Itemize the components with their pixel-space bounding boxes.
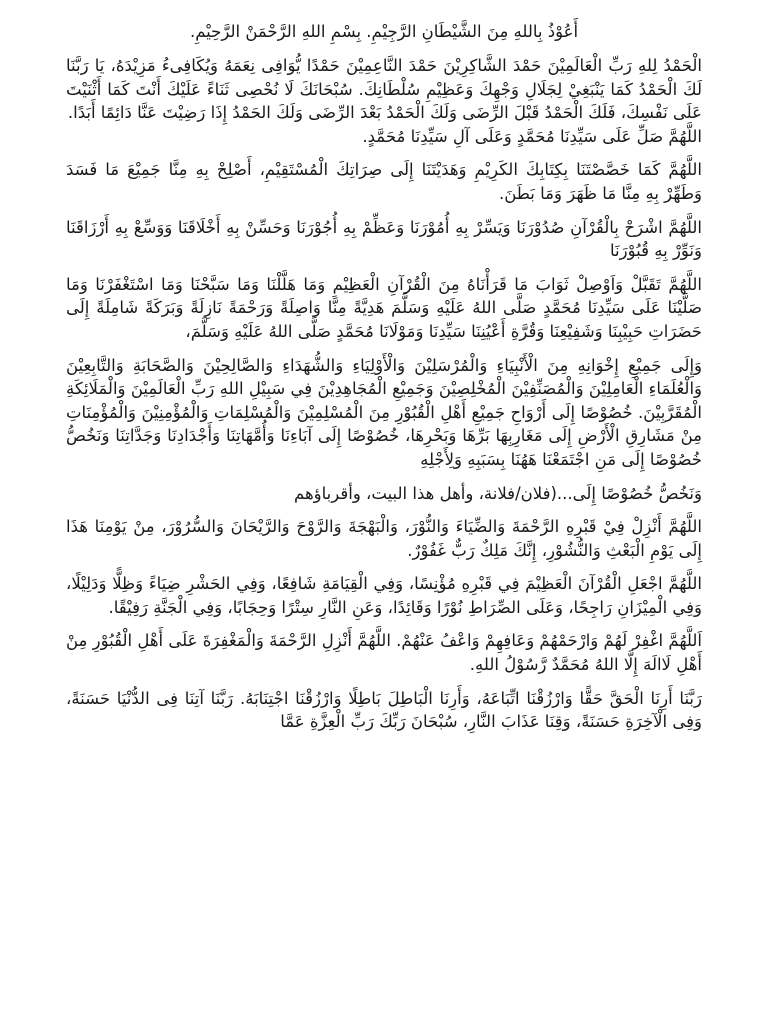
paragraph-forgiveness: اَللَّهُمَّ اغْفِرْ لَهُمْ وَارْحَمْهُمْ وَعَافِهِمْ وَاعْفُ عَنْهُمْ. اللَّهُمَّ أَنْزِلِ الرَّحْمَةَ وَالْمَغْفِرَةَ عَلَى أَهْلِ الْقُبُوْرِ مِنْ أَهْلِ لَاالَهَ إِلَّا اللهُ مُحَمَّدٌ رَّسُوْلُ اللهِ. xyxy=(66,631,702,675)
paragraph-brothers-prophets: وَإِلَى جَمِيْعِ إِخْوَانِهِ مِنَ الْأَنْبِيَاءِ وَالْمُرْسَلِيْنَ وَالْأَوْلِيَاءِ وَالشُّهَدَاءِ وَالصَّالِحِيْنَ وَالصَّحَابَةِ وَالتَّابِعِيْنَ وَالْعُلَمَاءِ الْعَامِلِيْنَ وَالْمُصَنِّفِيْنَ الْمُخْلِصِيْنَ وَجَمِيْعِ الْمُجَاهِدِيْنَ فِي سَبِيْلِ اللهِ رَبِّ الْعَالَمِيْنَ وَالْمَلَائِكَةِ الْمُقَرَّبِيْنَ. خُصُوْصًا إِلَى أَرْوَاحِ جَمِيْعِ أَهْلِ الْقُبُوْرِ مِنَ الْمُسْلِمِيْنَ وَالْمُسْلِمَاتِ وَالْمُؤْمِنِيْنَ وَالْمُؤْمِنَاتِ مِنْ مَشَارِقِ الْأَرْضِ إِلَى مَغَارِبِهَا بَرِّهَا وَبَحْرِهَا، خُصُوْصًا إِلَى آبَاءِنَا وَأُمَّهَاتِنَا وَأَجْدَادِنَا وَجَدَّاتِنَا وَنَخُصُّ خُصُوْصًا إِلَى مَنِ اجْتَمَعْنَا هَهُنَا بِسَبَبِهِ وَلِأَجْلِهِ xyxy=(66,355,702,469)
paragraph-praise: الْحَمْدُ لِلهِ رَبِّ الْعَالَمِيْنَ حَمْدَ الشَّاكِرِيْنَ حَمْدَ النَّاعِمِيْنَ حَمْدًا يُّوَافِى نِعَمَهُ وَيُكَافِىءُ مَزِيْدَهُ، يَا رَبَّنَا لَكَ الْحَمْدُ كَمَا يَنْبَغِيْ لِجَلَالِ وَجْهِكَ وَعَظِيْمِ سُلْطَانِكَ. سُبْحَانَكَ لَا نُحْصِى ثَنَاءً عَلَيْكَ أَنْتَ كَمَا أَثْنَيْتَ عَلَى نَفْسِكَ، فَلَكَ الْحَمْدُ قَبْلَ الرِّضَى وَلَكَ الْحَمْدُ بَعْدَ الرِّضَى وَلَكَ الحَمْدُ إِذَا رَضِيْتَ عَنَّا دَائِمًا أَبَدًا. اللَّهُمَّ صَلِّ عَلَى سَيِّدِنَا مُحَمَّدٍ وَعَلَى آلِ سَيِّدِنَا مُحَمَّدٍ. xyxy=(66,56,702,146)
paragraph-quran-chest: اللَّهُمَّ اشْرَحْ بِالْقُرْآنِ صُدُوْرَنَا وَيَسِّرْ بِهِ أُمُوْرَنَا وَعَظِّمْ بِهِ أُجُوْرَنَا وَحَسِّنْ بِهِ أَخْلَاقَنَا وَوَسِّعْ بِهِ أَرْزَاقَنَا وَنَوِّرْ بِهِ قُبُوْرَنَا xyxy=(66,217,702,261)
opening-invocation: أَعُوْذُ بِاللهِ مِنَ الشَّيْطَانِ الرَّجِيْمِ. بِسْمِ اللهِ الرَّحْمَنْ الرَّحِيْمِ. xyxy=(189,22,579,41)
paragraph-dedication: وَنَخُصُّ خُصُوْصًا إِلَى...(فلان/فلانة، وأهل هذا البيت، وأقرباؤهم xyxy=(293,483,702,503)
paragraph-truth-falsehood: رَبَّنَا أَرِنَا الْحَقَّ حَقًّا وَارْزُقْنَا اتِّبَاعَهُ، وَأَرِنَا الْبَاطِلَ بَاطِلًا وَارْزُقْنَا اجْتِنَابَهُ. رَبَّنَا آتِنَا فِى الدُّنْيَا حَسَنَةً، وَفِى الْآخِرَةِ حَسَنَةً، وَقِنَا عَذَابَ النَّارِ، سُبْحَانَ رَبِّكَ رَبِّ الْعِزَّةِ عَمَّا xyxy=(66,688,702,732)
paragraph-book-guidance: اللَّهُمَّ كَمَا خَصَّصْتَنَا بِكِتَابِكَ الكَرِيْمِ وَهَدَيْتَنَا إِلَى صِرَاتِكَ الْمُسْتَقِيْمِ، أَصْلِحْ بِهِ مِنَّا جَمِيْعَ مَا فَسَدَ وَطَهِّرْ بِهِ مِنَّا مَا ظَهَرَ وَمَا بَطَنَ. xyxy=(66,160,702,203)
paragraph-accept-reward: اللَّهُمَّ تَقَبَّلْ وَاَوْصِلْ ثَوَابَ مَا قَرَأْنَاهُ مِنَ الْقُرْآنِ الْعَظِيْمِ وَمَا هَلَّلْنَا وَمَا سَبَّحْنَا وَمَا اسْتَغْفَرْنَا وَمَا صَلَّيْنَا عَلَى سَيِّدِنَا مُحَمَّدٍ صَلَّى اللهُ عَلَيْهِ وَسَلَّمَ هَدِيَّةً مِنَّا وَاصِلَةً وَرَحْمَةً نَازِلَةً وَبَرَكَةً شَامِلَةً إِلَى حَضَرَاتِ حَبِيْبِنَا وَشَفِيْعِنَا وَقُرَّةِ أَعْيُنِنَا سَيِّدِنَا وَمَوْلَانَا مُحَمَّدٍ صَلَّى اللهُ عَلَيْهِ وَسَلَّمَ، xyxy=(66,274,702,341)
paragraph-quran-companion: اللَّهُمَّ اجْعَلِ الْقُرْآنَ الْعَظِيْمَ فِي قَبْرِهِ مُؤْنِسًا، وَفِي الْقِيَامَةِ شَافِعًا، وَفِي الحَشْرِ ضِيَاءً وَظِلًّا وَدَلِيْلًا، وَفِي الْمِيْزَانِ رَاجِحًا، وَعَلَى الصِّرَاطِ نُوْرًا وَقَائِدًا، وَعَنِ النَّارِ سِتْرًا وَحِجَابًا، وَفِي الْجَنَّةِ رَفِيْقًا. xyxy=(66,574,702,617)
paragraph-grave-mercy: اللَّهُمَّ أَنْزِلْ فِيْ قَبْرِهِ الرَّحْمَةَ وَالضِّيَاءَ وَالنُّوْرَ، وَالْبَهْجَةَ وَالرَّوْحَ وَالرَّيْحَانَ وَالسُّرُوْرَ، مِنْ يَوْمِنَا هَذَا إِلَى يَوْمِ الْبَعْثِ وَالنُّشُوْرِ، إِنَّكَ مَلِكٌ رَبٌّ غَفُوْرٌ. xyxy=(66,517,702,560)
